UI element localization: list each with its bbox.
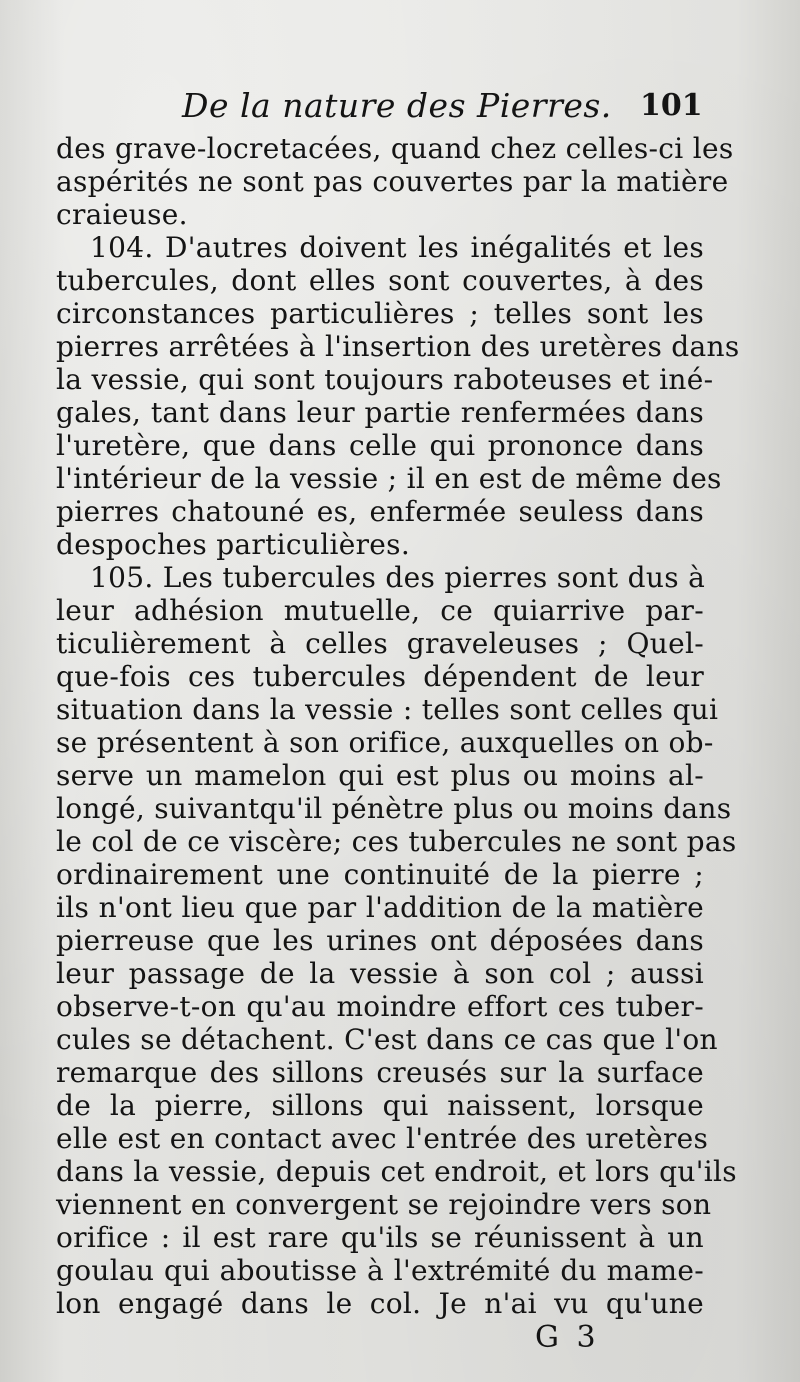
- text-line: elle est en contact avec l'entrée des uretères: [56, 1122, 709, 1155]
- text-line: orifice : il est rare qu'ils se réunissent à un: [56, 1221, 704, 1254]
- text-line: gales, tant dans leur partie renfermées dans: [56, 396, 704, 429]
- text-line: aspérités ne sont pas couvertes par la matière: [56, 165, 729, 198]
- text-line: goulau qui aboutisse à l'extrémité du mame-: [56, 1254, 704, 1287]
- text-line: despoches particulières.: [56, 528, 411, 561]
- text-line: ticulièrement à celles graveleuses ; Quel-: [56, 627, 704, 660]
- text-line: ils n'ont lieu que par l'addition de la matière: [56, 891, 704, 924]
- text-line: pierres chatouné es, enfermée seuless dans: [56, 495, 704, 528]
- text-line: se présentent à son orifice, auxquelles on ob-: [56, 726, 714, 759]
- text-line: leur passage de la vessie à son col ; aussi: [56, 957, 704, 990]
- text-line: circonstances particulières ; telles sont les: [56, 297, 704, 330]
- text-line: remarque des sillons creusés sur la surface: [56, 1056, 704, 1089]
- text-line: pierres arrêtées à l'insertion des uretères dans: [56, 330, 740, 363]
- text-line: pierreuse que les urines ont déposées dans: [56, 924, 704, 957]
- running-title: De la nature des Pierres.: [182, 86, 612, 125]
- text-line: observe-t-on qu'au moindre effort ces tuber-: [56, 990, 704, 1023]
- text-line: cules se détachent. C'est dans ce cas que l'on: [56, 1023, 718, 1056]
- signature-mark: G 3: [535, 1320, 600, 1355]
- text-line: l'intérieur de la vessie ; il en est de même des: [56, 462, 722, 495]
- text-line: serve un mamelon qui est plus ou moins al-: [56, 759, 704, 792]
- text-line: craieuse.: [56, 198, 188, 231]
- text-line: leur adhésion mutuelle, ce quiarrive par-: [56, 594, 704, 627]
- text-line: situation dans la vessie : telles sont celles qui: [56, 693, 719, 726]
- text-line: l'uretère, que dans celle qui prononce dans: [56, 429, 704, 462]
- text-line: des grave-locretacées, quand chez celles-ci les: [56, 132, 734, 165]
- paragraph-104-start: 104. D'autres doivent les inégalités et les: [90, 231, 704, 264]
- page-number: 101: [640, 88, 703, 123]
- paragraph-105-start: 105. Les tubercules des pierres sont dus à: [90, 561, 706, 594]
- page-header: [0, 86, 800, 130]
- text-line: que-fois ces tubercules dépendent de leur: [56, 660, 704, 693]
- text-line: longé, suivantqu'il pénètre plus ou moins dans: [56, 792, 732, 825]
- text-line: le col de ce viscère; ces tubercules ne sont pas: [56, 825, 737, 858]
- text-line: tubercules, dont elles sont couvertes, à des: [56, 264, 704, 297]
- text-line: dans la vessie, depuis cet endroit, et lors qu'ils: [56, 1155, 737, 1188]
- text-line: ordinairement une continuité de la pierre ;: [56, 858, 704, 891]
- body-text: [56, 132, 740, 1320]
- text-line: viennent en convergent se rejoindre vers son: [56, 1188, 712, 1221]
- text-line: de la pierre, sillons qui naissent, lorsque: [56, 1089, 704, 1122]
- text-line: lon engagé dans le col. Je n'ai vu qu'une: [56, 1287, 704, 1320]
- text-line: la vessie, qui sont toujours raboteuses et iné-: [56, 363, 714, 396]
